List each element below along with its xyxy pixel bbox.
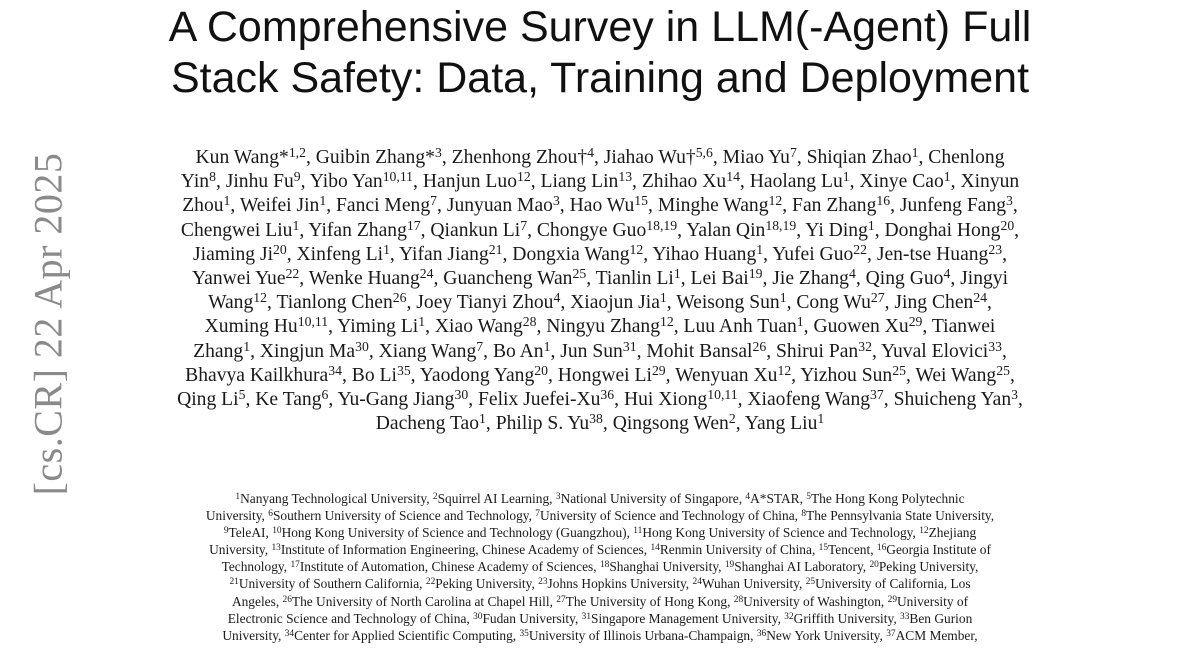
author-line: Zhou$^1$, Weifei Jin$^1$, Fanci Meng$^7$, Junyuan Mao$^3$, Hao Wu$^{15}$, Minghe Wang$^{12}$, Fan Zhang$^{16}$, Junfeng Fang$^3$,: [182, 193, 1018, 217]
author-line: Bhavya Kailkhura$^{34}$, Bo Li$^{35}$, Yaodong Yang$^{20}$, Hongwei Li$^{29}$, Wenyuan Xu$^{12}$, Yizhou Sun$^{25}$, Wei Wang$^{25}$,: [185, 362, 1015, 386]
author-line: Dacheng Tao$^1$, Philip S. Yu$^{38}$, Qingsong Wen$^2$, Yang Liu$^1$: [375, 411, 825, 435]
title-line: Stack Safety: Data, Training and Deployment: [170, 54, 1030, 102]
arxiv-stamp-text: [cs.CR] 22 Apr 2025: [25, 152, 71, 496]
author-line: Qing Li$^5$, Ke Tang$^6$, Yu-Gang Jiang$^{30}$, Felix Juefei-Xu$^{36}$, Hui Xiong$^{10,11}$, Xiaofeng Wang$^{37}$, Shuicheng Yan$^3$,: [177, 386, 1023, 411]
affiliation-line: Technology, $^{17}$Institute of Automation, Chinese Academy of Sciences, $^{18}$Shanghai University, $^{19}$Shanghai AI Laboratory, $^{20}$Peking University,: [221, 559, 979, 575]
author-line: Zhang$^1$, Xingjun Ma$^{30}$, Xiang Wang$^7$, Bo An$^1$, Jun Sun$^{31}$, Mohit Bansal$^{26}$, Shirui Pan$^{32}$, Yuval Elovici$^{33}$,: [193, 338, 1007, 362]
author-line: Yanwei Yue$^{22}$, Wenke Huang$^{24}$, Guancheng Wan$^{25}$, Tianlin Li$^1$, Lei Bai$^{19}$, Jie Zhang$^4$, Qing Guo$^4$, Jingyi: [191, 265, 1009, 290]
title-line: A Comprehensive Survey in LLM(-Agent) Full: [168, 3, 1032, 51]
author-line: Xuming Hu$^{10,11}$, Yiming Li$^1$, Xiao Wang$^{28}$, Ningyu Zhang$^{12}$, Luu Anh Tuan$^1$, Guowen Xu$^{29}$, Tianwei: [204, 314, 996, 338]
affiliation-line: University, $^6$Southern University of Science and Technology, $^7$University of Science and Technology of China, $^8$The Pennsylvania State University,: [205, 508, 995, 524]
affiliation-line: $^9$TeleAI, $^{10}$Hong Kong University of Science and Technology (Guangzhou), $^{11}$Hong Kong University of Science and Technology, $^{12}$Zhejiang: [223, 525, 977, 541]
author-list: [92, 146, 1108, 436]
author-line: Chengwei Liu$^1$, Yifan Zhang$^{17}$, Qiankun Li$^7$, Chongye Guo$^{18,19}$, Yalan Qin$^{18,19}$, Yi Ding$^1$, Donghai Hong$^{20}$,: [180, 217, 1020, 241]
author-line: Kun Wang*$^{1,2}$, Guibin Zhang*$^3$, Zhenhong Zhou†$^4$, Jiahao Wu†$^{5,6}$, Miao Yu$^7$, Shiqian Zhao$^1$, Chenlong: [195, 144, 1005, 168]
author-line: Wang$^{12}$, Tianlong Chen$^{26}$, Joey Tianyi Zhou$^4$, Xiaojun Jia$^1$, Weisong Sun$^1$, Cong Wu$^{27}$, Jing Chen$^{24}$,: [208, 290, 992, 314]
author-line: Yin$^8$, Jinhu Fu$^9$, Yibo Yan$^{10,11}$, Hanjun Luo$^{12}$, Liang Lin$^{13}$, Zhihao Xu$^{14}$, Haolang Lu$^1$, Xinye Cao$^1$, Xinyun: [180, 169, 1020, 193]
affiliation-line: $^{21}$University of Southern California, $^{22}$Peking University, $^{23}$Johns Hopkins University, $^{24}$Wuhan University, $^{25}$University of California, Los: [229, 576, 971, 592]
affiliation-line: Electronic Science and Technology of China, $^{30}$Fudan University, $^{31}$Singapore Management University, $^{32}$Griffith University, $^{33}$Ben Gurion: [227, 610, 973, 626]
paper-title: [90, 2, 1110, 104]
affiliation-list: [88, 490, 1112, 644]
affiliation-line: University, $^{34}$Center for Applied Scientific Computing, $^{35}$University of Illinois Urbana-Champaign, $^{36}$New York University, $^{37}$ACM Member,: [222, 627, 978, 643]
affiliation-line: University, $^{13}$Institute of Information Engineering, Chinese Academy of Sciences, $^{14}$Renmin University of China, $^{15}$Tencent, $^{16}$Georgia Institute of: [209, 542, 991, 558]
author-line: Jiaming Ji$^{20}$, Xinfeng Li$^1$, Yifan Jiang$^{21}$, Dongxia Wang$^{12}$, Yihao Huang$^1$, Yufei Guo$^{22}$, Jen-tse Huang$^{23}$,: [193, 241, 1007, 265]
affiliation-line: Angeles, $^{26}$The University of North Carolina at Chapel Hill, $^{27}$The University of Hong Kong, $^{28}$University of Washington, $^{29}$University of: [231, 593, 969, 609]
affiliation-line: $^1$Nanyang Technological University, $^2$Squirrel AI Learning, $^3$National University of Singapore, $^4$A*STAR, $^5$The Hong Kong Polytechnic: [235, 491, 965, 506]
